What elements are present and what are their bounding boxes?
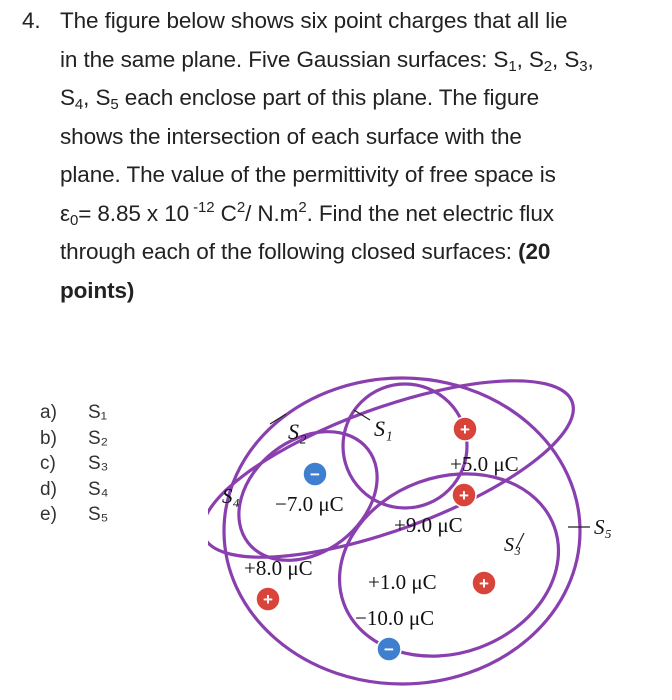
positive-charge-sign: + — [479, 574, 489, 593]
charge-minus-7 — [303, 462, 327, 486]
charge-plus-8 — [256, 587, 280, 611]
charge-label-minus-7: −7.0 μC — [275, 492, 344, 516]
points-label-cont: points) — [60, 277, 135, 303]
positive-charge-sign: + — [459, 486, 469, 505]
sub-question-e: e) S₅ — [40, 504, 109, 525]
points-label: (20 — [511, 239, 551, 264]
positive-charge-sign: + — [460, 420, 470, 439]
question-line-8 — [60, 272, 662, 311]
negative-charge-sign: − — [384, 640, 394, 659]
surface-s1-label: S₁ — [374, 416, 393, 441]
question-line-5: plane. The value of the permittivity of free space is — [60, 162, 556, 187]
surface-s4-label: S₄ — [222, 484, 240, 508]
surface-s3-label: S₃ — [504, 534, 521, 556]
gaussian-surfaces-figure — [208, 372, 638, 696]
question-body — [60, 2, 662, 310]
positive-charge-sign: + — [263, 590, 273, 609]
charge-label-plus-9: +9.0 μC — [394, 513, 463, 537]
question-line-1: The figure below shows six point charges that all lie — [60, 8, 568, 33]
charge-plus-9 — [452, 483, 476, 507]
question-line-7: through each of the following closed surfaces: (20 — [60, 239, 551, 264]
charge-plus-5 — [453, 417, 477, 441]
question-line-2: in the same plane. Five Gaussian surfaces: $S_1$, $S_2$, $S_3$, — [60, 46, 594, 75]
question-line-6: $\varepsilon_0= 8.85$ x 10 $^{-12}$ $C^2/$ $N.m^2$. Find the net electric flux — [60, 198, 554, 229]
charge-label-plus-8: +8.0 μC — [244, 556, 313, 580]
charge-label-minus-10: −10.0 μC — [355, 606, 435, 630]
question-text — [22, 2, 662, 310]
surface-s2-label: S₂ — [288, 419, 307, 444]
charge-label-plus-5: +5.0 μC — [450, 452, 519, 476]
sub-question-c: c) S₃ — [40, 453, 109, 474]
question-line-3: $S_4$, $S_5$ each enclose part of this plane. The figure — [60, 85, 540, 113]
question-number: 4. — [22, 8, 41, 33]
negative-charge-sign: − — [310, 465, 320, 484]
charge-plus-1 — [472, 571, 496, 595]
sub-question-list — [40, 400, 108, 528]
question-line-4: shows the intersection of each surface with the — [60, 123, 522, 149]
charge-minus-10 — [377, 637, 401, 661]
charge-label-plus-1: +1.0 μC — [368, 570, 437, 594]
sub-question-b: b) S₂ — [40, 427, 109, 449]
surface-s5-label: S₅ — [594, 515, 612, 539]
sub-question-d: d) S₄ — [40, 478, 109, 500]
sub-question-a: a) S₁ — [40, 402, 108, 423]
